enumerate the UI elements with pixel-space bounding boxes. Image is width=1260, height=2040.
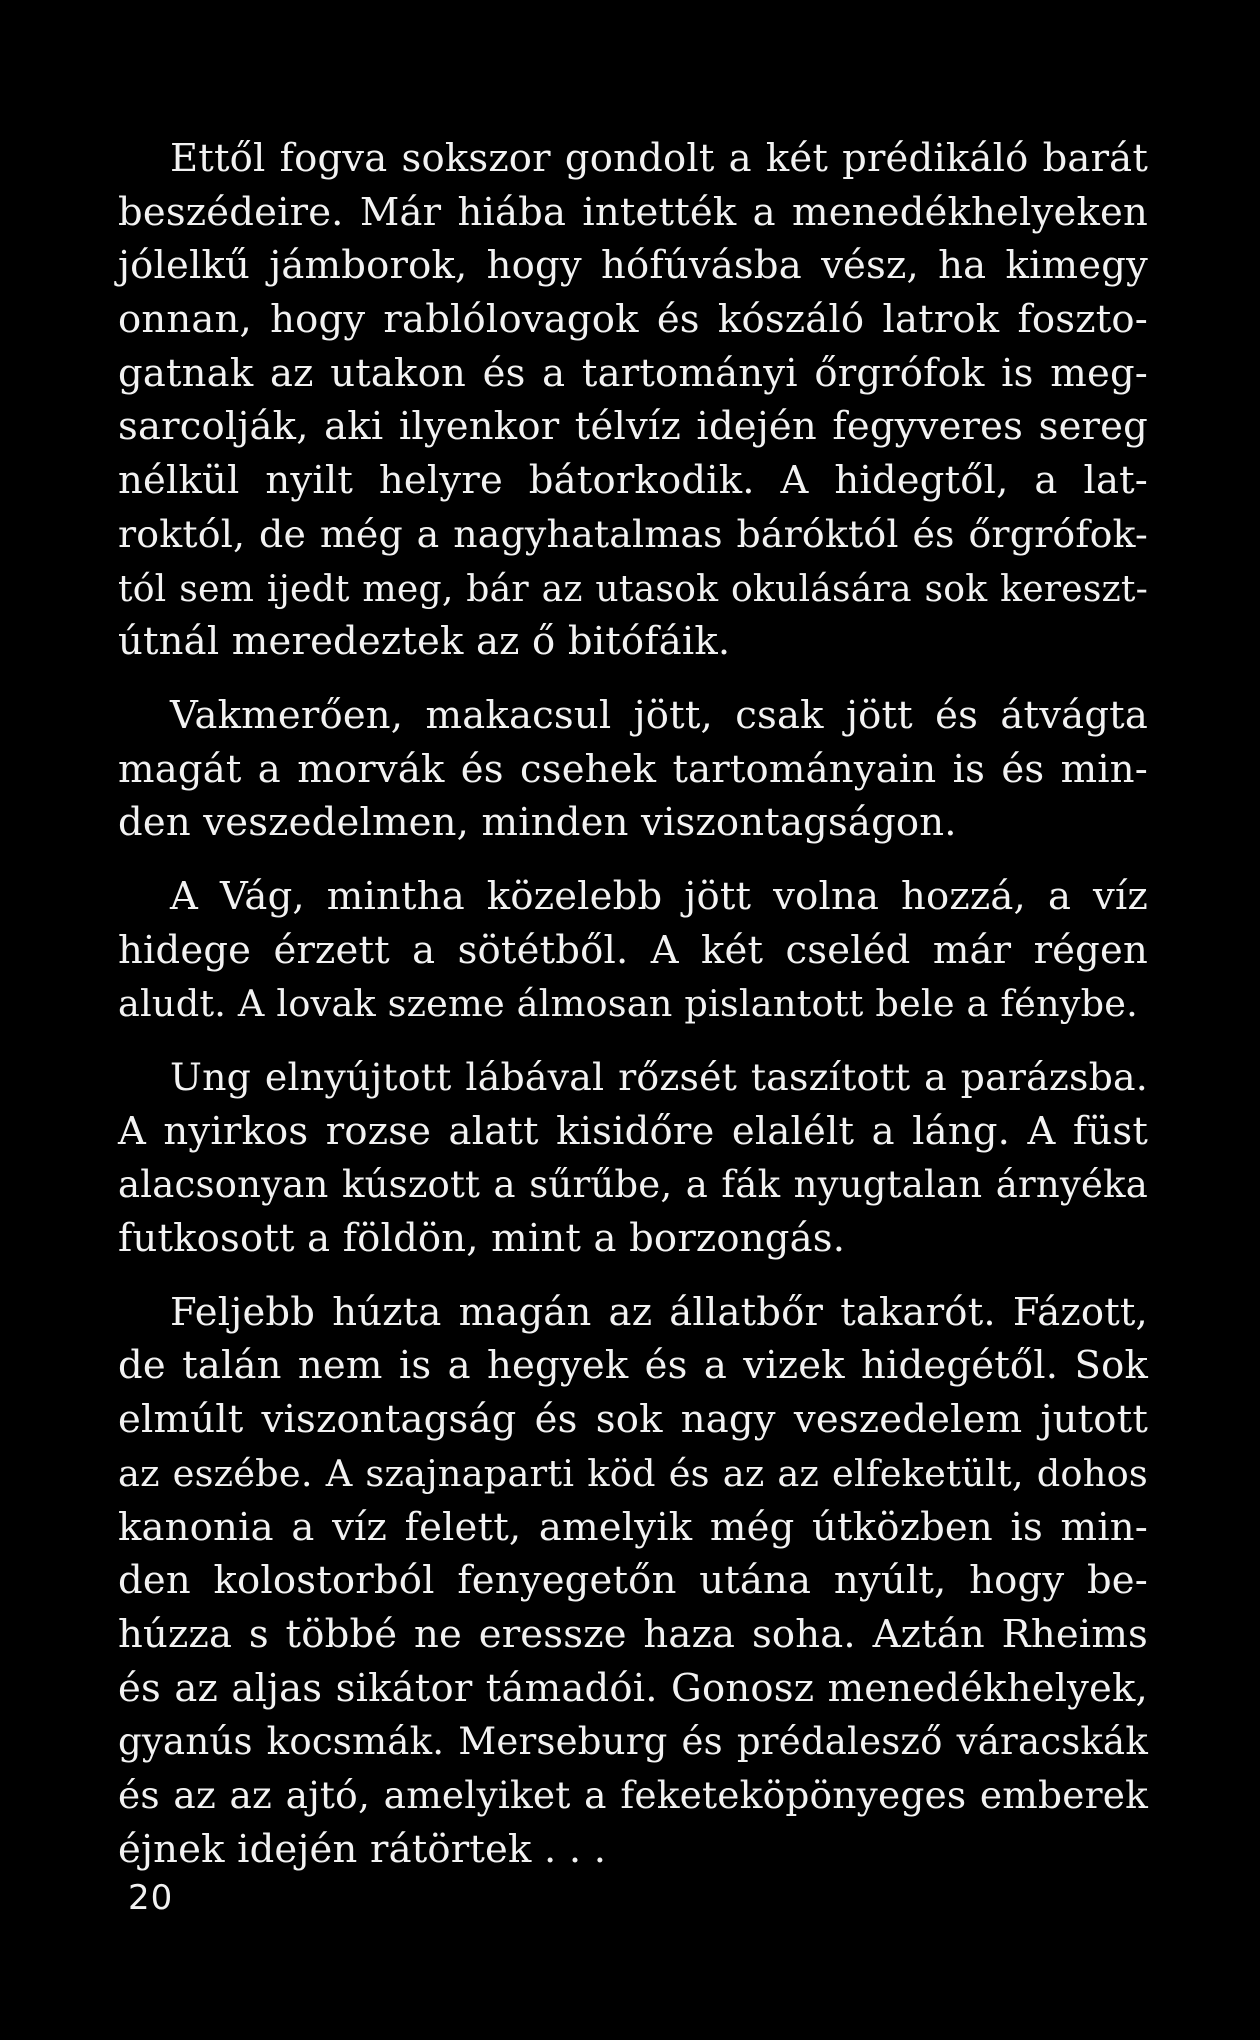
page-text bbox=[118, 132, 1148, 1896]
text-line: Ung elnyújtott lábával rőzsét taszított a parázsba. bbox=[170, 1055, 1148, 1099]
paragraph-5 bbox=[118, 1286, 1148, 1877]
text-line: futkosott a földön, mint a borzongás. bbox=[118, 1216, 846, 1262]
text-line: és az aljas sikátor támadói. Gonosz menedékhelyek, bbox=[118, 1665, 1148, 1711]
text-line: gyanús kocsmák. Merseburg és prédalesző váracskák bbox=[118, 1720, 1148, 1764]
paragraph-4 bbox=[118, 1051, 1148, 1266]
paragraph-3 bbox=[118, 870, 1148, 1031]
text-line: jólelkű jámborok, hogy hófúvásba vész, ha kimegy bbox=[118, 243, 1148, 289]
text-line: az eszébe. A szajnaparti köd és az az elfeketült, dohos bbox=[118, 1451, 1148, 1495]
text-line: húzza s többé ne eressze haza soha. Aztán Rheims bbox=[118, 1611, 1148, 1657]
paragraph-2 bbox=[118, 689, 1148, 850]
text-line: útnál meredeztek az ő bitófáik. bbox=[118, 619, 731, 665]
text-line: sarcolják, aki ilyenkor télvíz idején fegyveres sereg bbox=[118, 404, 1148, 450]
text-line: nélkül nyilt helyre bátorkodik. A hidegtől, a lat- bbox=[118, 458, 1148, 504]
text-line: roktól, de még a nagyhatalmas báróktól és őrgrófok- bbox=[118, 511, 1148, 556]
text-line: és az az ajtó, amelyiket a feketeköpönyeges emberek bbox=[118, 1772, 1148, 1817]
text-line: aludt. A lovak szeme álmosan pislantott bele a fénybe. bbox=[118, 982, 1139, 1026]
text-line: tól sem ijedt meg, bár az utasok okulására sok kereszt- bbox=[118, 566, 1148, 610]
text-line: beszédeire. Már hiába intették a menedékhelyeken bbox=[118, 189, 1148, 235]
text-line: éjnek idején rátörtek . . . bbox=[118, 1826, 607, 1872]
text-line: den kolostorból fenyegetőn utána nyúlt, hogy be- bbox=[118, 1558, 1148, 1604]
text-line: alacsonyan kúszott a sűrűbe, a fák nyugtalan árnyéka bbox=[118, 1163, 1148, 1207]
paragraph-1 bbox=[118, 132, 1148, 669]
text-line: onnan, hogy rablólovagok és kószáló latrok foszto- bbox=[118, 297, 1148, 343]
text-line: gatnak az utakon és a tartományi őrgrófok is meg- bbox=[118, 350, 1148, 396]
text-line: A Vág, mintha közelebb jött volna hozzá, a víz bbox=[170, 873, 1148, 919]
text-line: A nyirkos rozse alatt kisidőre elalélt a láng. A füst bbox=[118, 1108, 1148, 1154]
page-number: 20 bbox=[128, 1878, 174, 1918]
text-line: Vakmerően, makacsul jött, csak jött és átvágta bbox=[170, 692, 1148, 738]
text-line: de talán nem is a hegyek és a vizek hidegétől. Sok bbox=[118, 1343, 1148, 1389]
text-line: magát a morvák és csehek tartományain is és min- bbox=[118, 746, 1148, 792]
text-line: kanonia a víz felett, amelyik még útközben is min- bbox=[118, 1504, 1148, 1550]
text-line: hidege érzett a sötétből. A két cseléd már régen bbox=[118, 927, 1148, 973]
text-line: Feljebb húzta magán az állatbőr takarót. Fázott, bbox=[170, 1289, 1148, 1335]
text-line: Ettől fogva sokszor gondolt a két prédikáló barát bbox=[170, 136, 1148, 181]
text-line: elmúlt viszontagság és sok nagy veszedelem jutott bbox=[118, 1397, 1148, 1443]
text-line: den veszedelmen, minden viszontagságon. bbox=[118, 800, 957, 846]
